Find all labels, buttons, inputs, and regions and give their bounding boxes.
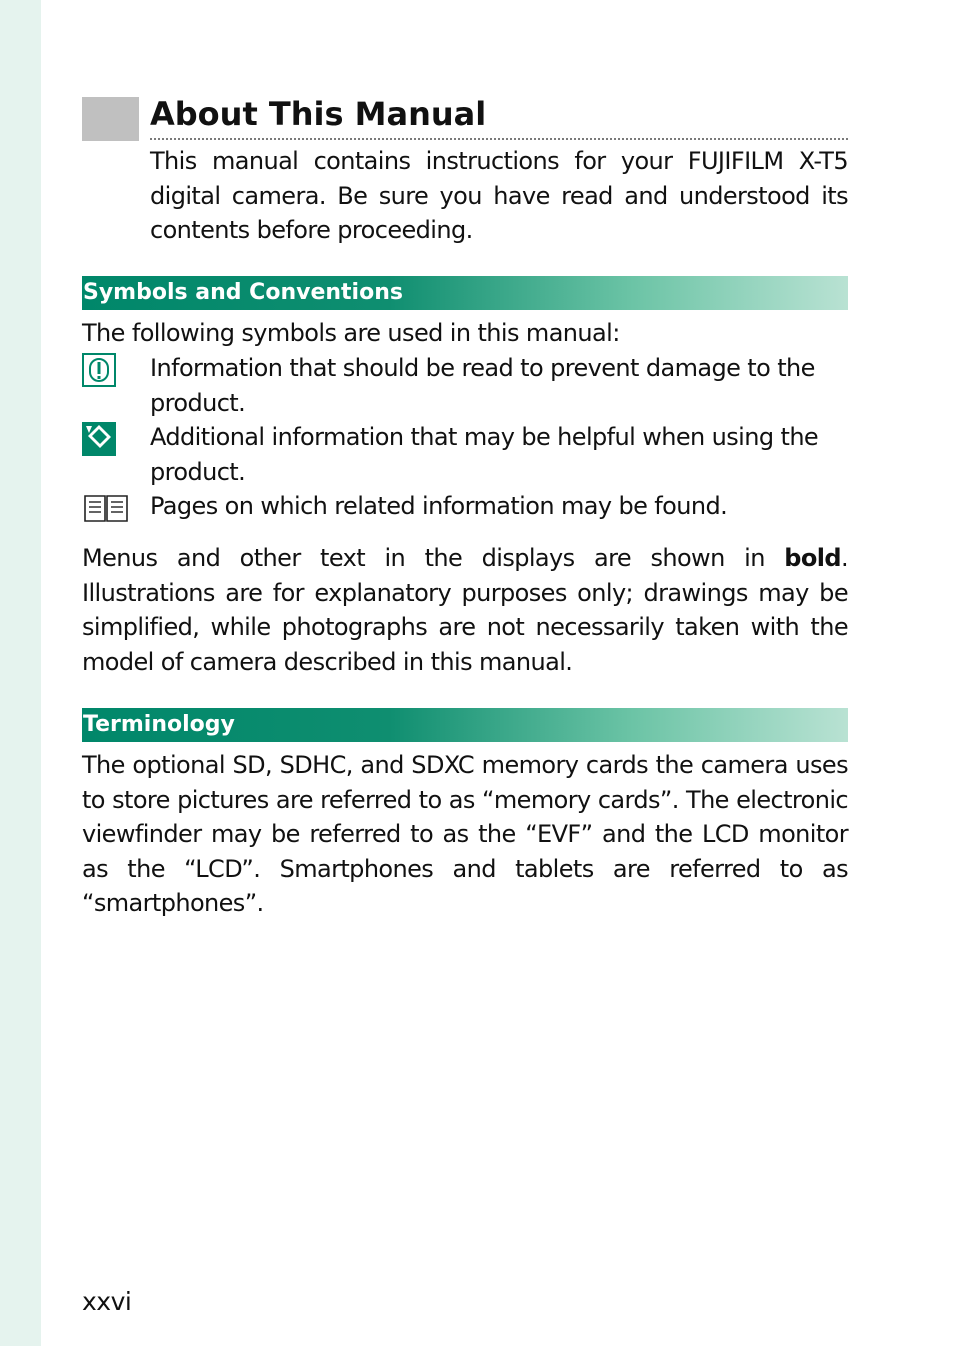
title-marker-block xyxy=(82,97,139,141)
caution-icon xyxy=(82,353,116,387)
page-number: xxvi xyxy=(82,1287,132,1316)
symbol-book-text: Pages on which related information may be found. xyxy=(150,492,728,520)
menus-text-after: . Illustrations are for explanatory purposes only; drawings may be simplified, while photographs are not necessarily taken with the model of camera described in this manual. xyxy=(82,544,848,676)
section-heading-symbols: Symbols and Conventions xyxy=(82,276,848,310)
intro-paragraph: This manual contains instructions for your FUJIFILM X-T5 digital camera. Be sure you have read and understood its contents before proceeding. xyxy=(150,147,848,244)
symbols-lead-text: The following symbols are used in this manual: xyxy=(82,319,620,347)
section-heading-terminology: Terminology xyxy=(82,708,848,742)
note-icon xyxy=(82,422,116,456)
menus-paragraph xyxy=(82,541,848,679)
page-title: About This Manual xyxy=(150,95,487,133)
terminology-paragraph: The optional SD, SDHC, and SDXC memory cards the camera uses to store pictures are referred to as “memory cards”. The electronic viewfinder may be referred to as the “EVF” and the LCD monitor as the “LCD”. Smartphones and tablets are referred to as “smartphones”. xyxy=(82,751,848,917)
book-icon xyxy=(82,491,130,525)
menus-bold-word: bold xyxy=(784,544,841,572)
symbol-caution-text: Information that should be read to prevent damage to the product. xyxy=(150,354,815,417)
symbol-note-text: Additional information that may be helpful when using the product. xyxy=(150,423,819,486)
title-dotted-rule xyxy=(150,138,848,140)
side-strip xyxy=(0,0,41,1346)
menus-text-before: Menus and other text in the displays are shown in xyxy=(82,544,785,572)
